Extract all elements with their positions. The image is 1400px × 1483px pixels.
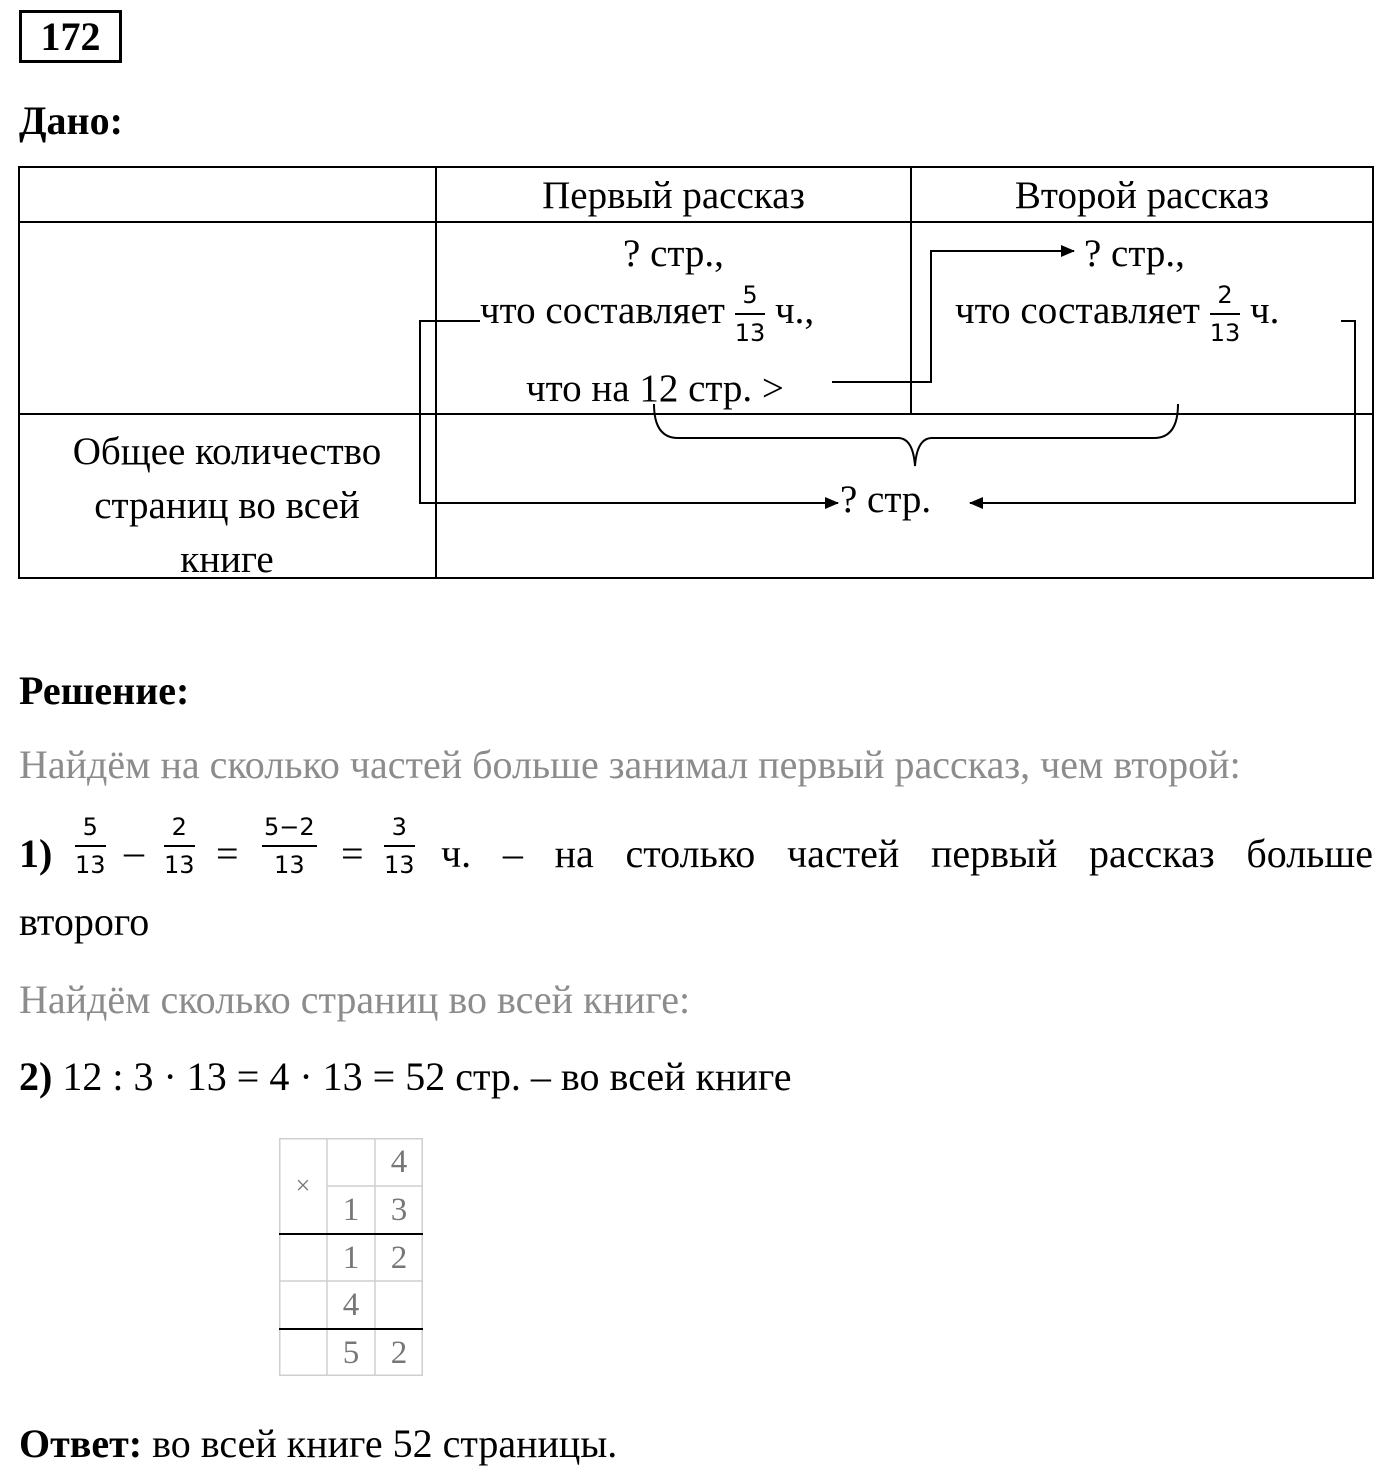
task-number-box: 172 [19,10,122,63]
word: столько [625,831,756,876]
grid-digit [327,1138,375,1186]
fraction-numerator: 5 [75,815,106,847]
column-multiplication [279,1138,423,1376]
fraction-5-13 [735,283,766,345]
fraction-5-13 [75,815,106,877]
word: на [554,831,594,876]
fraction-numerator: 3 [384,815,415,847]
grid-digit: 1 [342,1192,360,1228]
word: рассказ [1089,831,1215,876]
header-second-story: Второй рассказ [1014,174,1270,217]
fraction-denominator: 13 [164,851,195,879]
grid-digit: 2 [390,1240,408,1276]
arrow-second-to-total [970,321,1355,503]
step2-number: 2) [19,1054,53,1099]
word: частей [786,831,900,876]
step1-number: 1) [19,831,53,876]
step2-expression: 12 : 3 · 13 = 4 · 13 = 52 стр. – во всей книге [62,1054,792,1099]
grid-digit: 3 [390,1192,408,1228]
grid-digit: 2 [390,1335,408,1371]
fraction-denominator: 13 [274,851,305,879]
word: ч. [441,831,472,876]
step1-explanation [441,831,1373,876]
step1-equation [19,815,1373,895]
fraction-numerator: 2 [1210,283,1241,315]
first-story-suffix: ч., [775,288,815,332]
given-heading: Дано: [19,98,123,143]
given-table [18,166,1374,579]
header-first-story: Первый рассказ [542,174,805,217]
word: – [502,831,523,876]
step1-hint: Найдём на сколько частей больше занимал первый рассказ, чем второй: [19,742,1241,787]
total-value: ? стр. [840,478,932,521]
first-story-prefix: что составляет [480,288,725,332]
arrow-first-to-total [420,321,838,503]
answer-line [19,1421,618,1466]
minus-sign: – [124,829,144,874]
first-story-fraction-line [480,283,814,345]
fraction-2-13 [164,815,195,877]
second-story-fraction-line [955,283,1279,345]
grid-digit: 4 [390,1144,408,1180]
multiply-sign: × [295,1171,311,1200]
equals-sign: = [341,831,364,876]
first-story-pages: ? стр., [623,232,724,275]
fraction-numerator: 5 [735,283,766,315]
grid-digit [375,1281,423,1329]
fraction-5-minus-2-over-13 [262,815,317,877]
answer-label: Ответ: [19,1421,143,1466]
total-label-line: страниц во всей [94,484,360,527]
solution-heading: Решение: [19,668,190,713]
second-story-prefix: что составляет [955,288,1200,332]
second-story-pages: ? стр., [1084,232,1185,275]
grid-digit: 1 [342,1240,360,1276]
step2-hint: Найдём сколько страниц во всей книге: [19,977,691,1022]
total-label [18,425,436,587]
fraction-denominator: 13 [384,851,415,879]
fraction-denominator: 13 [734,319,766,347]
fraction-3-13 [384,815,415,877]
first-story-comparison: что на 12 стр. > [526,367,784,410]
fraction-numerator: 5−2 [262,815,317,847]
total-label-line: книге [180,538,274,581]
word: первый [930,831,1058,876]
step2-equation [19,1054,792,1099]
fraction-denominator: 13 [75,851,106,879]
equals-sign: = [216,831,239,876]
step1-continuation: второго [19,899,150,944]
second-story-suffix: ч. [1250,288,1280,332]
grid-digit: 5 [342,1335,360,1371]
total-label-line: Общее количество [72,430,382,473]
answer-text: во всей книге 52 страницы. [152,1421,618,1466]
grid-digit: 4 [342,1287,360,1323]
fraction-numerator: 2 [164,815,195,847]
word: больше [1246,831,1373,876]
fraction-2-13 [1210,283,1241,345]
fraction-denominator: 13 [1209,319,1241,347]
